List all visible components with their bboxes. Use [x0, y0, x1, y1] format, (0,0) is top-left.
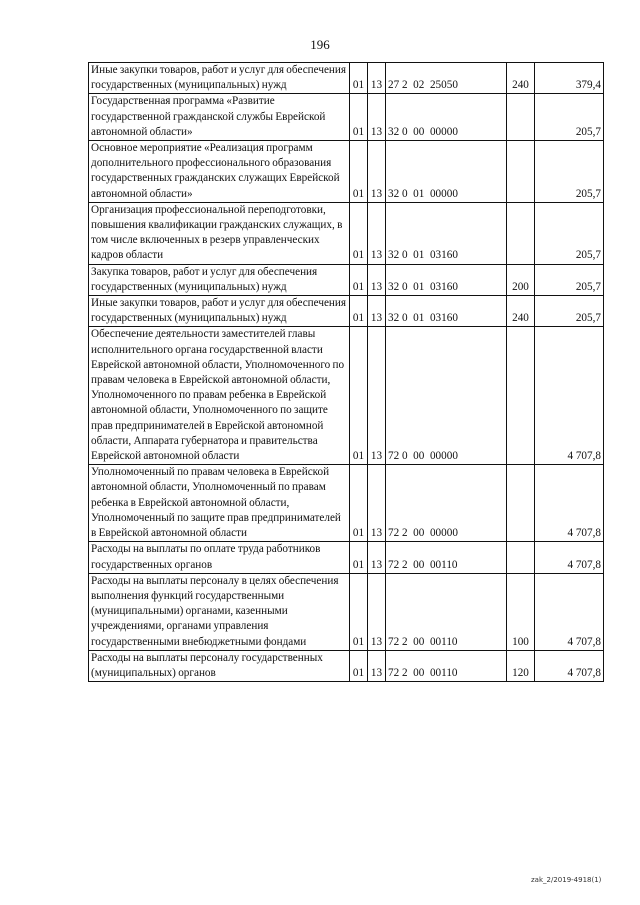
row-name-cell: Расходы на выплаты персоналу государственных (муниципальных) органов [89, 650, 350, 681]
row-subsection-cell: 13 [368, 141, 386, 203]
row-amount-cell: 205,7 [535, 202, 604, 264]
row-amount-cell: 205,7 [535, 141, 604, 203]
row-section-cell: 01 [350, 141, 368, 203]
row-section-cell: 01 [350, 63, 368, 94]
row-amount-cell: 379,4 [535, 63, 604, 94]
row-subsection-cell: 13 [368, 264, 386, 295]
row-subsection-cell: 13 [368, 542, 386, 573]
row-name-cell: Государственная программа «Развитие государственной гражданской службы Еврейской автономной области» [89, 94, 350, 141]
table-row [89, 202, 604, 264]
row-section-cell: 01 [350, 296, 368, 327]
table-row [89, 296, 604, 327]
table-row [89, 650, 604, 681]
row-target-article-cell: 72 0 00 00000 [386, 327, 507, 465]
row-expense-type-cell [507, 94, 535, 141]
row-expense-type-cell: 240 [507, 296, 535, 327]
row-name-cell: Иные закупки товаров, работ и услуг для обеспечения государственных (муниципальных) нужд [89, 296, 350, 327]
table-row [89, 327, 604, 465]
row-subsection-cell: 13 [368, 94, 386, 141]
table-row [89, 542, 604, 573]
row-name-cell: Обеспечение деятельности заместителей главы исполнительного органа государственной власти Еврейской автономной области, Уполномоченного по правам человека в Еврейской автономной области, Уполномоченного по правам ребенка в Еврейской автономной области, Уполномоченного по защите прав предпринимателей в Еврейской автономной области, Аппарата губернатора и правительства Еврейской автономной области [89, 327, 350, 465]
row-target-article-cell: 72 2 00 00000 [386, 465, 507, 542]
row-expense-type-cell: 240 [507, 63, 535, 94]
row-subsection-cell: 13 [368, 296, 386, 327]
row-expense-type-cell: 100 [507, 573, 535, 650]
budget-table [88, 62, 604, 682]
row-target-article-cell: 72 2 00 00110 [386, 542, 507, 573]
row-section-cell: 01 [350, 264, 368, 295]
table-row [89, 94, 604, 141]
row-name-cell: Иные закупки товаров, работ и услуг для обеспечения государственных (муниципальных) нужд [89, 63, 350, 94]
budget-table-body [89, 63, 604, 682]
row-subsection-cell: 13 [368, 573, 386, 650]
row-amount-cell: 205,7 [535, 94, 604, 141]
row-target-article-cell: 27 2 02 25050 [386, 63, 507, 94]
row-subsection-cell: 13 [368, 650, 386, 681]
row-amount-cell: 4 707,8 [535, 327, 604, 465]
row-section-cell: 01 [350, 542, 368, 573]
page-number: 196 [310, 37, 330, 52]
row-amount-cell: 4 707,8 [535, 465, 604, 542]
table-row [89, 63, 604, 94]
row-amount-cell: 205,7 [535, 296, 604, 327]
table-row [89, 573, 604, 650]
row-name-cell: Закупка товаров, работ и услуг для обеспечения государственных (муниципальных) нужд [89, 264, 350, 295]
row-target-article-cell: 32 0 00 00000 [386, 94, 507, 141]
row-target-article-cell: 32 0 01 00000 [386, 141, 507, 203]
row-amount-cell: 4 707,8 [535, 573, 604, 650]
row-subsection-cell: 13 [368, 63, 386, 94]
row-target-article-cell: 32 0 01 03160 [386, 264, 507, 295]
table-row [89, 141, 604, 203]
row-expense-type-cell [507, 202, 535, 264]
row-subsection-cell: 13 [368, 202, 386, 264]
row-expense-type-cell [507, 327, 535, 465]
row-subsection-cell: 13 [368, 327, 386, 465]
row-section-cell: 01 [350, 465, 368, 542]
row-name-cell: Уполномоченный по правам человека в Еврейской автономной области, Уполномоченный по правам ребенка в Еврейской автономной области, Уполномоченный по защите прав предпринимателей в Еврейской автономной области [89, 465, 350, 542]
row-amount-cell: 205,7 [535, 264, 604, 295]
row-target-article-cell: 72 2 00 00110 [386, 650, 507, 681]
row-section-cell: 01 [350, 94, 368, 141]
table-row [89, 465, 604, 542]
row-name-cell: Организация профессиональной переподготовки, повышения квалификации гражданских служащих, в том числе включенных в резерв управленческих кадров области [89, 202, 350, 264]
row-expense-type-cell [507, 542, 535, 573]
row-target-article-cell: 32 0 01 03160 [386, 296, 507, 327]
row-section-cell: 01 [350, 650, 368, 681]
table-row [89, 264, 604, 295]
row-name-cell: Расходы на выплаты персоналу в целях обеспечения выполнения функций государственными (муниципальными) органами, казенными учреждениями, органами управления государственными внебюджетными фондами [89, 573, 350, 650]
row-target-article-cell: 72 2 00 00110 [386, 573, 507, 650]
row-subsection-cell: 13 [368, 465, 386, 542]
row-section-cell: 01 [350, 573, 368, 650]
row-expense-type-cell: 200 [507, 264, 535, 295]
row-expense-type-cell [507, 465, 535, 542]
row-amount-cell: 4 707,8 [535, 650, 604, 681]
row-expense-type-cell [507, 141, 535, 203]
row-section-cell: 01 [350, 327, 368, 465]
row-name-cell: Расходы на выплаты по оплате труда работников государственных органов [89, 542, 350, 573]
row-amount-cell: 4 707,8 [535, 542, 604, 573]
row-section-cell: 01 [350, 202, 368, 264]
row-target-article-cell: 32 0 01 03160 [386, 202, 507, 264]
document-code: zak_2/2019-4918(1) [531, 876, 602, 884]
row-name-cell: Основное мероприятие «Реализация программ дополнительного профессионального образования государственных гражданских служащих Еврейской автономной области» [89, 141, 350, 203]
row-expense-type-cell: 120 [507, 650, 535, 681]
